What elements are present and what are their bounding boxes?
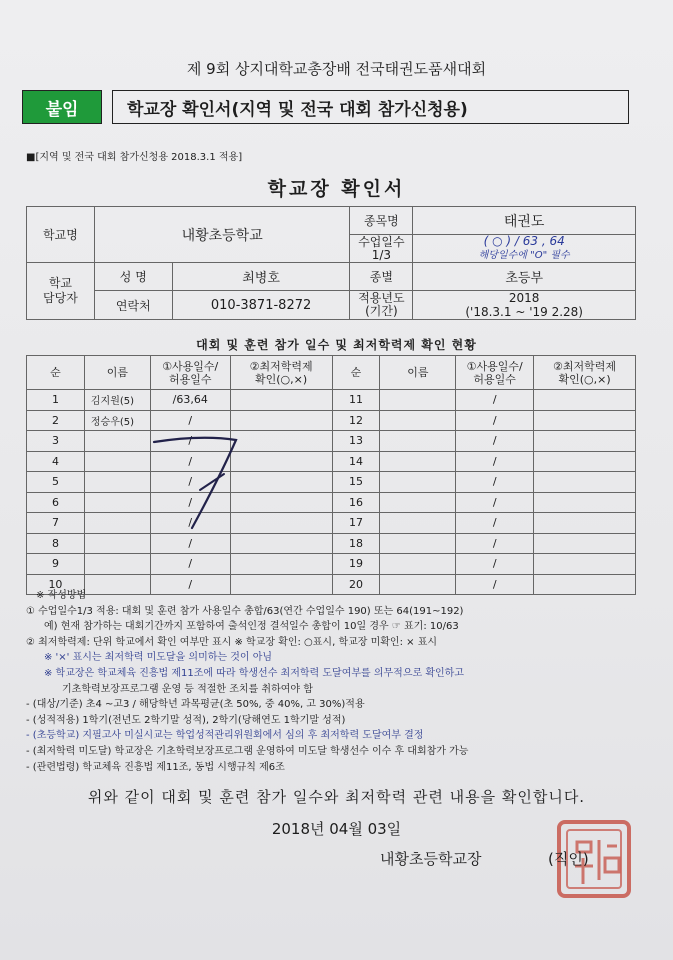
row-number: 19	[332, 554, 380, 575]
student-name: 정승우(5)	[84, 410, 150, 431]
col-min-right: ②최저학력제 확인(○,×)	[534, 356, 636, 390]
days-value: ( ○ ) / 63 , 64	[483, 234, 565, 248]
note-line: ① 수업일수1/3 적용: 대회 및 훈련 참가 사용일수 총합/63(연간 수업일수 190) 또는 64(191~192)	[26, 605, 464, 617]
col-no: 순	[27, 356, 85, 390]
min-score-check	[534, 390, 636, 411]
name-value: 최병호	[172, 263, 350, 291]
min-score-check	[534, 513, 636, 534]
row-number: 14	[332, 451, 380, 472]
used-days: /	[456, 451, 534, 472]
year-period: ('18.3.1 ~ '19 2.28)	[465, 305, 583, 319]
used-days: /	[456, 492, 534, 513]
row-number: 13	[332, 431, 380, 452]
row-number: 3	[27, 431, 85, 452]
min-score-check	[534, 533, 636, 554]
note-line: 기초학력보장프로그램 운영 등 적절한 조치를 취하여야 함	[62, 683, 313, 695]
used-days: /	[150, 533, 230, 554]
phone-label: 연락처	[94, 291, 172, 320]
note-line: ② 최저학력제: 단위 학교에서 확인 여부만 표시 ※ 학교장 확인: ○표시, 학교장 미확인: × 표시	[26, 636, 438, 648]
form-note: ■[지역 및 전국 대회 참가신청용 2018.3.1 적용]	[26, 152, 243, 163]
used-days: /	[150, 472, 230, 493]
min-score-check	[230, 554, 332, 575]
school-value: 내황초등학교	[94, 207, 350, 263]
row-number: 7	[27, 513, 85, 534]
min-score-check	[534, 492, 636, 513]
row-number: 15	[332, 472, 380, 493]
row-number: 6	[27, 492, 85, 513]
min-score-check	[534, 410, 636, 431]
note-line: - (성적적용) 1학기(전년도 2학기말 성적), 2학기(당해연도 1학기말 성적)	[26, 714, 346, 726]
student-name	[380, 451, 456, 472]
summary-heading: 대회 및 훈련 참가 일수 및 최저학력제 확인 현황	[196, 338, 477, 352]
min-score-check	[534, 451, 636, 472]
row-number: 18	[332, 533, 380, 554]
col-no-right: 순	[332, 356, 380, 390]
contact-label: 학교 담당자	[27, 263, 95, 320]
attendance-row	[27, 390, 636, 411]
student-name	[380, 533, 456, 554]
col-min: ②최저학력제 확인(○,×)	[230, 356, 332, 390]
attendance-row	[27, 533, 636, 554]
attendance-row	[27, 472, 636, 493]
attendance-row	[27, 492, 636, 513]
used-days: /	[456, 554, 534, 575]
category-value: 초등부	[413, 263, 636, 291]
used-days: /	[456, 431, 534, 452]
attendance-row	[27, 554, 636, 575]
row-number: 1	[27, 390, 85, 411]
school-label: 학교명	[27, 207, 95, 263]
used-days: /	[150, 451, 230, 472]
row-number: 16	[332, 492, 380, 513]
note-line: ※ '×' 표시는 최저학력 미도달을 의미하는 것이 아님	[44, 652, 273, 664]
name-label: 성 명	[94, 263, 172, 291]
document-subject: 학교장 확인서(지역 및 전국 대회 참가신청용)	[112, 90, 629, 124]
student-name	[84, 554, 150, 575]
row-number: 17	[332, 513, 380, 534]
min-score-check	[230, 390, 332, 411]
row-number: 2	[27, 410, 85, 431]
row-number: 8	[27, 533, 85, 554]
used-days: /	[150, 431, 230, 452]
attendance-row	[27, 410, 636, 431]
col-name: 이름	[84, 356, 150, 390]
attendance-row	[27, 451, 636, 472]
year-value-cell	[413, 291, 636, 320]
used-days: /	[150, 492, 230, 513]
used-days: /	[456, 410, 534, 431]
used-days: /	[150, 410, 230, 431]
info-table	[26, 206, 636, 320]
used-days: /	[456, 513, 534, 534]
student-name	[380, 431, 456, 452]
used-days: /	[456, 533, 534, 554]
attendance-row	[27, 513, 636, 534]
attach-badge: 붙임	[22, 90, 102, 124]
form-title: 학교장 확인서	[267, 178, 406, 200]
used-days: /63,64	[150, 390, 230, 411]
days-label: 수업일수 1/3	[350, 235, 413, 263]
days-value-cell	[413, 235, 636, 263]
seal-label: (직인)	[548, 850, 589, 868]
row-number: 4	[27, 451, 85, 472]
student-name	[380, 554, 456, 575]
used-days: /	[456, 390, 534, 411]
note-line: ※ 학교장은 학교체육 진흥법 제11조에 따라 학생선수 최저학력 도달여부를 의무적으로 확인하고	[44, 667, 464, 679]
row-number: 12	[332, 410, 380, 431]
row-number: 9	[27, 554, 85, 575]
col-days-right: ①사용일수/ 허용일수	[456, 356, 534, 390]
principal-name: 내황초등학교장	[380, 850, 482, 868]
row-number: 5	[27, 472, 85, 493]
days-note: 해당일수에 "O" 필수	[478, 250, 570, 261]
student-name	[380, 390, 456, 411]
notes-section	[26, 588, 646, 775]
sport-label: 종목명	[350, 207, 413, 235]
note-line: - (최저학력 미도달) 학교장은 기초학력보장프로그램 운영하여 미도달 학생선수 이수 후 대회참가 가능	[26, 745, 469, 757]
student-name	[380, 513, 456, 534]
year-value: 2018	[508, 291, 540, 305]
category-label: 종별	[350, 263, 413, 291]
confirmation-statement: 위와 같이 대회 및 훈련 참가 일수와 최저학력 관련 내용을 확인합니다.	[87, 788, 586, 806]
min-score-check	[230, 410, 332, 431]
student-name: 김지원(5)	[84, 390, 150, 411]
student-name	[380, 472, 456, 493]
phone-value: 010-3871-8272	[172, 291, 350, 320]
notes-heading: ※ 작성방법	[36, 590, 87, 601]
used-days: /	[150, 513, 230, 534]
year-label: 적용년도 (기간)	[350, 291, 413, 320]
student-name	[380, 492, 456, 513]
note-line: 예) 현재 참가하는 대회기간까지 포함하여 출석인정 결석일수 총합이 10일 경우 ☞ 표기: 10/63	[44, 621, 459, 633]
min-score-check	[534, 431, 636, 452]
min-score-check	[534, 554, 636, 575]
attendance-row	[27, 431, 636, 452]
used-days: /	[150, 554, 230, 575]
attendance-header-row	[27, 356, 636, 390]
handwritten-strike-mark	[140, 430, 250, 540]
min-score-check	[534, 472, 636, 493]
attendance-table	[26, 355, 636, 595]
note-line: - (관련법령) 학교체육 진흥법 제11조, 동법 시행규칙 제6조	[26, 761, 285, 773]
col-days: ①사용일수/ 허용일수	[150, 356, 230, 390]
sport-value: 태권도	[413, 207, 636, 235]
used-days: /	[456, 472, 534, 493]
row-number: 20	[332, 574, 380, 595]
note-line: - (초등학교) 지필고사 미실시교는 학업성적관리위원회에서 심의 후 최저학력 도달여부 결정	[26, 730, 424, 742]
event-title: 제 9회 상지대학교총장배 전국태권도품새대회	[186, 60, 487, 78]
used-days: /	[456, 574, 534, 595]
row-number: 11	[332, 390, 380, 411]
col-name-right: 이름	[380, 356, 456, 390]
issue-date: 2018년 04월 03일	[271, 820, 402, 838]
student-name	[380, 410, 456, 431]
note-line: - (대상/기준) 초4 ~고3 / 해당학년 과목평균(초 50%, 중 40%, 고 30%)적용	[26, 699, 365, 711]
used-days: /	[150, 574, 230, 595]
row-number: 10	[27, 574, 85, 595]
